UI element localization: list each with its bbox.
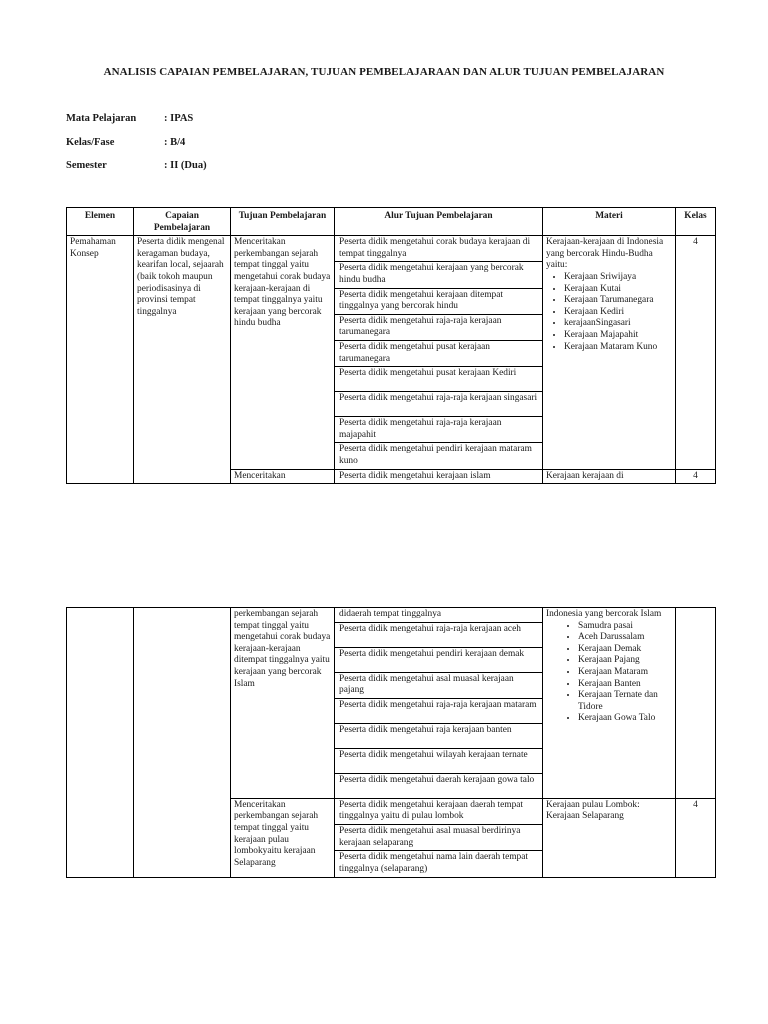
list-item: • kerajaanSingasari bbox=[564, 318, 672, 330]
cell-elemen: Pemahaman Konsep bbox=[67, 236, 134, 484]
list-item: • Kerajaan Mataram Kuno bbox=[564, 342, 672, 354]
list-item: • Kerajaan Majapahit bbox=[564, 330, 672, 342]
meta-label: Kelas/Fase bbox=[66, 137, 115, 148]
cell-kelas: 4 bbox=[676, 236, 716, 469]
table-header-row bbox=[67, 208, 716, 236]
materi-list bbox=[546, 272, 672, 353]
list-item: • Kerajaan Gowa Talo bbox=[578, 713, 672, 725]
header-alur: Alur Tujuan Pembelajaran bbox=[335, 208, 543, 236]
meta-label: Semester bbox=[66, 160, 107, 171]
cell-alur: Peserta didik mengetahui raja-raja kerajaan majapahit bbox=[335, 417, 543, 443]
table-row bbox=[67, 608, 716, 623]
cell-alur: Peserta didik mengetahui raja kerajaan banten bbox=[335, 723, 543, 748]
cell-alur: Peserta didik mengetahui kerajaan yang bercorak hindu budha bbox=[335, 262, 543, 288]
list-item: • Aceh Darussalam bbox=[578, 632, 672, 644]
cell-alur: Peserta didik mengetahui asal muasal berdirinya kerajaan selaparang bbox=[335, 824, 543, 850]
meta-value: : IPAS bbox=[164, 113, 194, 124]
cell-tujuan: Menceritakan perkembangan sejarah tempat tinggal yaitu kerajaan pulau lombokyaitu kerajaan Selaparang bbox=[231, 798, 335, 877]
header-elemen: Elemen bbox=[67, 208, 134, 236]
list-item: • Kerajaan Demak bbox=[578, 644, 672, 656]
table-row bbox=[67, 236, 716, 262]
cell-alur: Peserta didik mengetahui pusat kerajaan Kediri bbox=[335, 367, 543, 392]
list-item: • Kerajaan Pajang bbox=[578, 655, 672, 667]
cell-alur: Peserta didik mengetahui pendiri kerajaan demak bbox=[335, 647, 543, 672]
cell-tujuan: Menceritakan bbox=[231, 469, 335, 484]
cell-alur: Peserta didik mengetahui kerajaan ditempat tinggalnya yang bercorak hindu bbox=[335, 288, 543, 314]
cell-elemen-empty bbox=[67, 608, 134, 878]
cell-alur: Peserta didik mengetahui asal muasal kerajaan pajang bbox=[335, 672, 543, 698]
cell-alur: Peserta didik mengetahui pusat kerajaan tarumanegara bbox=[335, 340, 543, 366]
cell-alur: Peserta didik mengetahui corak budaya kerajaan di tempat tinggalnya bbox=[335, 236, 543, 262]
meta-label: Mata Pelajaran bbox=[66, 113, 137, 124]
meta-semester bbox=[66, 160, 207, 171]
table-page-2 bbox=[66, 607, 716, 878]
cell-materi bbox=[543, 608, 676, 799]
cell-alur: Peserta didik mengetahui daerah kerajaan gowa talo bbox=[335, 773, 543, 798]
cell-alur: Peserta didik mengetahui raja-raja kerajaan singasari bbox=[335, 392, 543, 417]
header-kelas: Kelas bbox=[676, 208, 716, 236]
materi-intro: Indonesia yang bercorak Islam bbox=[546, 609, 662, 619]
cell-alur: Peserta didik mengetahui pendiri kerajaan mataram kuno bbox=[335, 443, 543, 469]
cell-capaian: Peserta didik mengenal keragaman budaya, kearifan local, sejaarah (baik tokoh maupun periodisasinya di provinsi tempat tinggalnya bbox=[134, 236, 231, 484]
cell-alur: Peserta didik mengetahui nama lain daerah tempat tinggalnya (selaparang) bbox=[335, 851, 543, 878]
meta-value: : II (Dua) bbox=[164, 160, 207, 171]
table-page-1 bbox=[66, 207, 716, 484]
cell-materi: Kerajaan kerajaan di bbox=[543, 469, 676, 484]
header-tujuan: Tujuan Pembelajaran bbox=[231, 208, 335, 236]
cell-materi bbox=[543, 236, 676, 469]
cell-alur: Peserta didik mengetahui wilayah kerajaan ternate bbox=[335, 748, 543, 773]
cell-kelas: 4 bbox=[676, 798, 716, 877]
document-title: ANALISIS CAPAIAN PEMBELAJARAN, TUJUAN PEMBELAJARAAN DAN ALUR TUJUAN PEMBELAJARAN bbox=[103, 66, 665, 78]
meta-mata-pelajaran bbox=[66, 113, 193, 124]
materi-intro: Kerajaan-kerajaan di Indonesia yang bercorak Hindu-Budha yaitu: bbox=[546, 237, 664, 271]
cell-alur: Peserta didik mengetahui raja-raja kerajaan mataram bbox=[335, 698, 543, 723]
list-item: • Kerajaan Mataram bbox=[578, 667, 672, 679]
cell-alur: Peserta didik mengetahui raja-raja kerajaan aceh bbox=[335, 622, 543, 647]
list-item: • Kerajaan Sriwijaya bbox=[564, 272, 672, 284]
materi-list bbox=[546, 621, 672, 725]
list-item: • Kerajaan Ternate dan Tidore bbox=[578, 690, 672, 713]
cell-alur: didaerah tempat tinggalnya bbox=[335, 608, 543, 623]
list-item: • Kerajaan Banten bbox=[578, 679, 672, 691]
cell-alur: Peserta didik mengetahui kerajaan daerah tempat tinggalnya yaitu di pulau lombok bbox=[335, 798, 543, 824]
cell-kelas-empty bbox=[676, 608, 716, 799]
header-capaian: Capaian Pembelajaran bbox=[134, 208, 231, 236]
cell-materi: Kerajaan pulau Lombok: Kerajaan Selaparang bbox=[543, 798, 676, 877]
cell-kelas: 4 bbox=[676, 469, 716, 484]
cell-tujuan: Menceritakan perkembangan sejarah tempat tinggal yaitu mengetahui corak budaya kerajaan-kerajaan di tempat tinggalnya yaitu kerajaan yang bercorak hindu budha bbox=[231, 236, 335, 469]
cell-alur: Peserta didik mengetahui raja-raja kerajaan tarumanegara bbox=[335, 314, 543, 340]
cell-tujuan: perkembangan sejarah tempat tinggal yaitu mengetahui corak budaya kerajaan-kerajaan ditempat tinggalnya yaitu kerajaan yang bercorak Islam bbox=[231, 608, 335, 799]
list-item: • Kerajaan Kutai bbox=[564, 284, 672, 296]
meta-value: : B/4 bbox=[164, 137, 186, 148]
list-item: • Samudra pasai bbox=[578, 621, 672, 633]
list-item: • Kerajaan Kediri bbox=[564, 307, 672, 319]
header-materi: Materi bbox=[543, 208, 676, 236]
list-item: • Kerajaan Tarumanegara bbox=[564, 295, 672, 307]
meta-kelas-fase bbox=[66, 137, 185, 148]
cell-alur: Peserta didik mengetahui kerajaan islam bbox=[335, 469, 543, 484]
cell-capaian-empty bbox=[134, 608, 231, 878]
